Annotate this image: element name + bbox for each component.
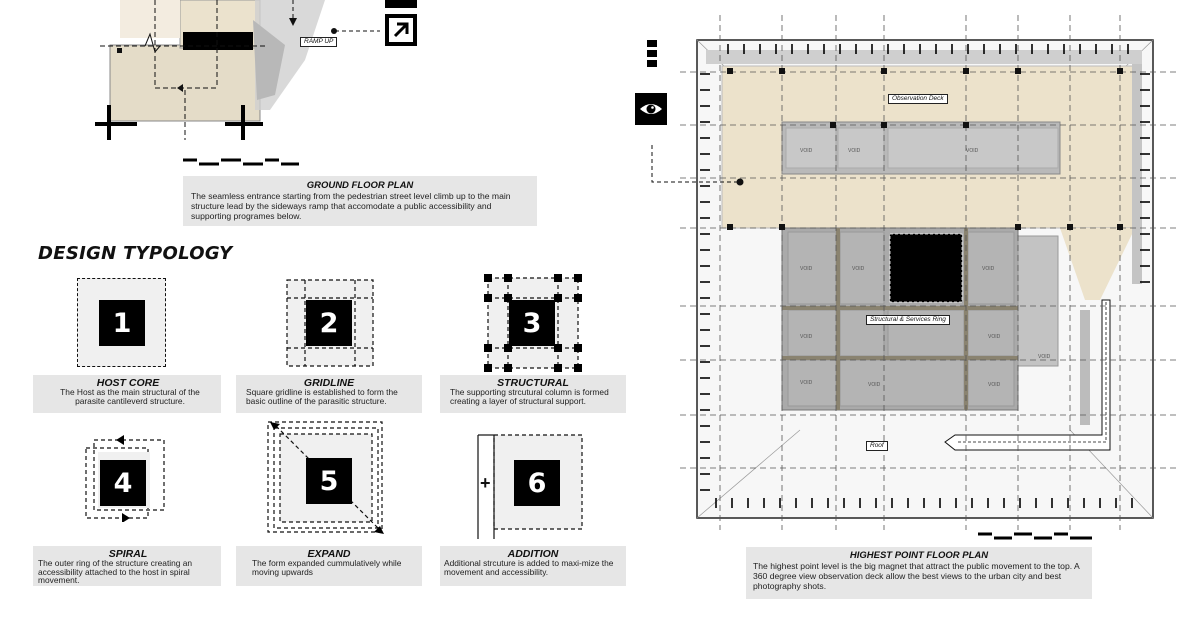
- typology-4-description: The outer ring of the structure creating an accessibility attached to the host in spiral movement.: [38, 558, 193, 586]
- void-label: VOID: [988, 382, 1001, 388]
- ground-floor-caption: [183, 176, 537, 226]
- observation-deck-label: Observation Deck: [888, 94, 948, 104]
- plus-icon: +: [480, 473, 491, 493]
- typology-3-number: 3: [509, 300, 555, 346]
- typology-1-number: 1: [99, 300, 145, 346]
- roof-label: Roof: [866, 441, 888, 451]
- void-label: VOID: [868, 382, 881, 388]
- void-label: VOID: [800, 334, 813, 340]
- typology-6-number: 6: [514, 460, 560, 506]
- void-label: VOID: [848, 148, 861, 154]
- void-label: VOID: [800, 148, 813, 154]
- typology-5-number: 5: [306, 458, 352, 504]
- void-label: VOID: [966, 148, 979, 154]
- typology-1-description: The Host as the main structural of the parasite cantileverd structure.: [60, 387, 200, 406]
- void-label: VOID: [988, 334, 1001, 340]
- diagonal-arrow-icon: [385, 14, 417, 46]
- ramp-up-label: RAMP UP: [300, 37, 337, 47]
- void-label: VOID: [1038, 354, 1051, 360]
- typology-2-number: 2: [306, 300, 352, 346]
- structural-ring-label: Structural & Services Ring: [866, 315, 950, 325]
- ground-floor-description: The seamless entrance starting from the pedestrian street level climb up to the main structure lead by the sideways ramp that accomodate a public accessibility and supporting programes below.: [191, 191, 511, 221]
- void-label: VOID: [800, 266, 813, 272]
- typology-3-description: The supporting strcutural column is formed creating a layer of structural support.: [450, 387, 609, 406]
- typology-2-description: Square gridline is established to form the basic outline of the parasitic structure.: [246, 387, 398, 406]
- dark-tab: [385, 0, 417, 8]
- typology-6-description: Additional strcuture is added to maxi-mize the movement and accessibility.: [444, 558, 614, 577]
- void-label: VOID: [982, 266, 995, 272]
- typology-2-title: GRIDLINE: [303, 377, 355, 389]
- void-label: VOID: [852, 266, 865, 272]
- ground-floor-title: GROUND FLOOR PLAN: [306, 180, 414, 191]
- typology-3-title: STRUCTURAL: [497, 377, 569, 389]
- typology-4-title: SPIRAL: [108, 548, 148, 560]
- design-typology-heading: DESIGN TYPOLOGY: [38, 243, 233, 264]
- highest-floor-title: HIGHEST POINT FLOOR PLAN: [849, 550, 989, 561]
- typology-6-title: ADDITION: [507, 548, 559, 560]
- typology-5-description: The form expanded cummulatively while moving upwards: [252, 558, 402, 577]
- typology-1-title: HOST CORE: [96, 377, 160, 389]
- highest-floor-plan: [640, 10, 1200, 540]
- void-label: VOID: [800, 380, 813, 386]
- highest-floor-caption: [746, 547, 1092, 599]
- typology-5-title: EXPAND: [307, 548, 351, 560]
- ground-floor-plan: [95, 0, 425, 175]
- typology-4-number: 4: [100, 460, 146, 506]
- highest-floor-description: The highest point level is the big magnet that attract the public movement to the top. A 360 degree view observation deck allow the best views to the urban city and best photography shots.: [753, 561, 1080, 591]
